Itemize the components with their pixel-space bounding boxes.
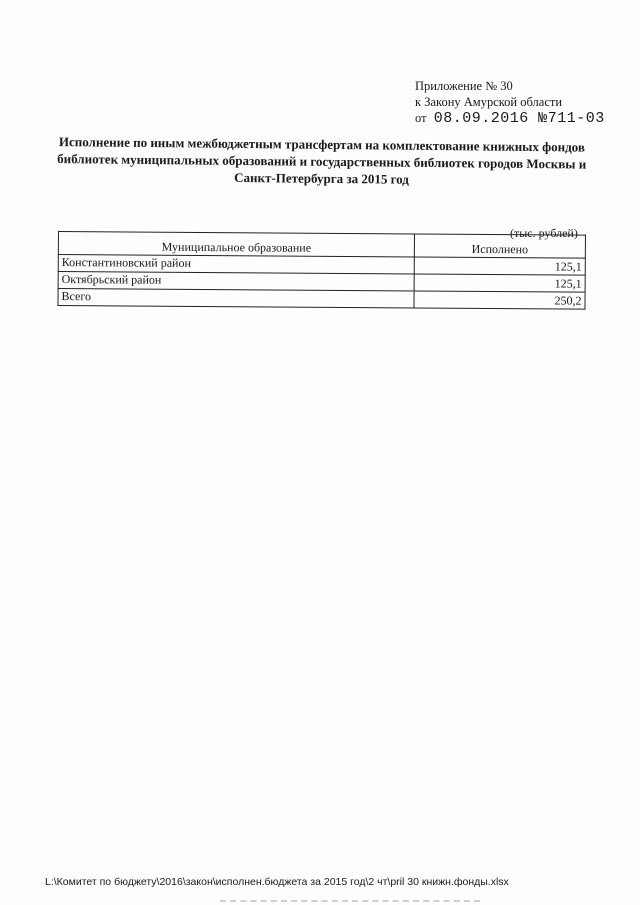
row-value: 125,1 xyxy=(414,274,585,292)
scan-edge-artifact xyxy=(220,900,480,902)
row-name: Октябрьский район xyxy=(58,272,414,291)
appendix-date-line xyxy=(415,110,605,127)
document-title: Исполнение по иным межбюджетным трансфертам на комплектование книжных фондов библиотек муниципальных образований и государственных библиотек городов Москвы и Санкт-Петербурга за 2015 год xyxy=(57,134,587,187)
report-table xyxy=(57,231,586,310)
table-total-row xyxy=(58,289,585,310)
column-header-municipality: Муниципальное образование xyxy=(58,232,414,257)
total-value: 250,2 xyxy=(414,291,585,309)
appendix-header xyxy=(415,78,605,127)
row-value: 125,1 xyxy=(414,257,585,275)
total-label: Всего xyxy=(58,289,414,308)
appendix-law: к Закону Амурской области xyxy=(415,95,563,109)
appendix-date-number: 08.09.2016 №711-03 xyxy=(433,110,605,127)
units-label: (тыс. рублей) xyxy=(510,226,578,240)
file-path-footer: L:\Комитет по бюджету\2016\закон\исполнен.бюджета за 2015 год\2 чт\pril 30 книжн.фонды.xlsx xyxy=(45,876,509,888)
appendix-number: Приложение № 30 xyxy=(415,79,513,93)
row-name: Константиновский район xyxy=(58,255,414,274)
appendix-date-prefix: от xyxy=(415,111,427,125)
column-header-executed: Исполнено xyxy=(414,234,585,258)
